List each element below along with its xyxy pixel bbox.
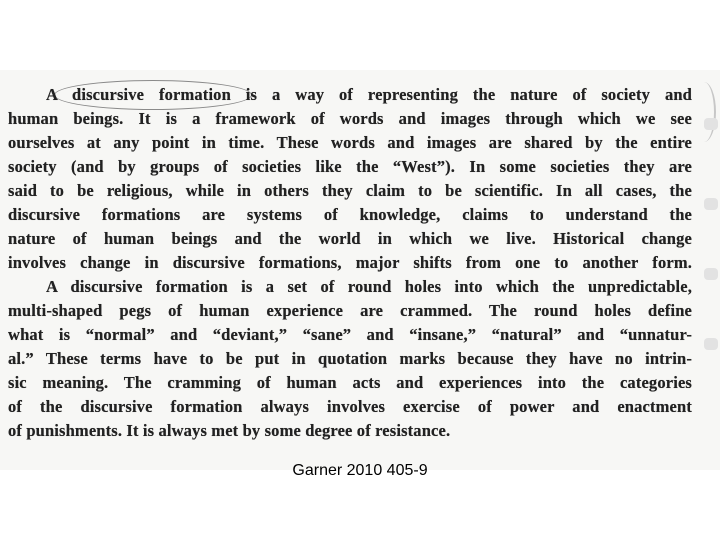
bleed-through-mark bbox=[704, 338, 718, 350]
text-line: of punishments. It is always met by some degree of resistance. bbox=[8, 421, 451, 440]
margin-bracket-annotation bbox=[692, 82, 716, 142]
text-line: human beings. It is a framework of words and images through which we see bbox=[8, 109, 692, 128]
bleed-through-mark bbox=[704, 198, 718, 210]
text-line: A discursive formation is a set of round holes into which the unpredictable, bbox=[46, 277, 692, 296]
text-line: sic meaning. The cramming of human acts and experiences into the categories bbox=[8, 373, 692, 392]
text-line: involves change in discursive formations, major shifts from one to another form. bbox=[8, 253, 692, 272]
text-line: al.” These terms have to be put in quotation marks because they have no intrin- bbox=[8, 349, 692, 368]
text-line: what is “normal” and “deviant,” “sane” and “insane,” “natural” and “unnatur- bbox=[8, 325, 692, 344]
text-line: discursive formations are systems of knowledge, claims to understand the bbox=[8, 205, 692, 224]
text-line: ourselves at any point in time. These words and images are shared by the entire bbox=[8, 133, 692, 152]
text-line: of the discursive formation always involves exercise of power and enactment bbox=[8, 397, 692, 416]
bleed-through-mark bbox=[704, 268, 718, 280]
text-line: nature of human beings and the world in which we live. Historical change bbox=[8, 229, 692, 248]
text-line: multi-shaped pegs of human experience are crammed. The round holes define bbox=[8, 301, 692, 320]
text-line: said to be religious, while in others they claim to be scientific. In all cases, the bbox=[8, 181, 692, 200]
citation-caption: Garner 2010 405-9 bbox=[292, 462, 428, 479]
text-line: society (and by groups of societies like the “West”). In some societies they are bbox=[8, 157, 692, 176]
bleed-through-mark bbox=[704, 118, 718, 130]
text-line: A discursive formation is a way of representing the nature of society and bbox=[46, 85, 692, 104]
